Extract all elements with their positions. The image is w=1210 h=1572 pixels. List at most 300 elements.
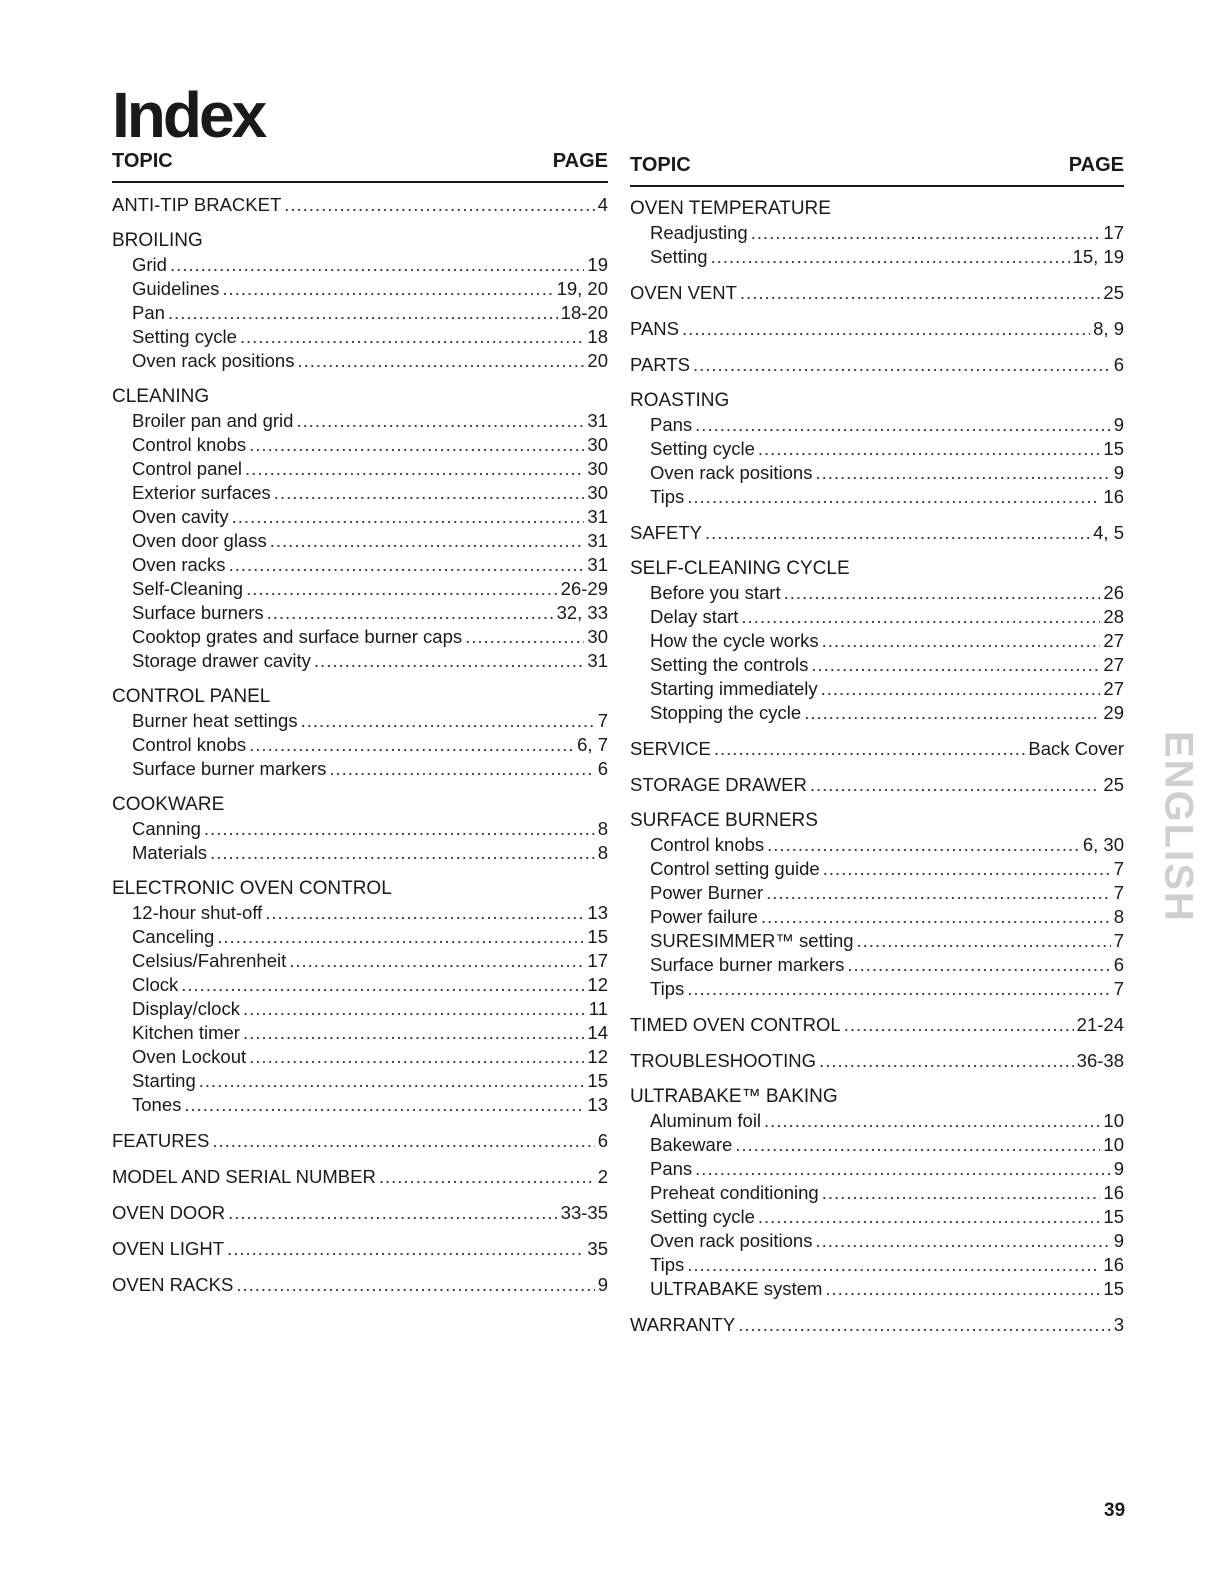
entry-page: 26-29 [560, 578, 608, 599]
index-subentry [112, 277, 608, 301]
leader-dots [751, 221, 1101, 245]
leader-dots [217, 925, 584, 949]
index-subentry [630, 1253, 1124, 1277]
leader-dots [243, 1021, 584, 1045]
leader-dots [810, 773, 1101, 797]
index-subentry [630, 221, 1124, 245]
section-heading: CLEANING [112, 386, 210, 407]
entry-page: 31 [587, 650, 608, 671]
entry-topic: STORAGE DRAWER [630, 774, 807, 795]
index-entry [630, 1049, 1124, 1073]
index-section [112, 193, 608, 217]
leader-dots [711, 245, 1070, 269]
index-section [630, 1313, 1124, 1337]
index-section [112, 229, 608, 373]
index-subentry [630, 245, 1124, 269]
entry-page: 31 [587, 530, 608, 551]
entry-page: 28 [1103, 606, 1124, 627]
index-subentry [630, 1277, 1124, 1301]
leader-dots [740, 281, 1101, 305]
leader-dots [168, 301, 558, 325]
index-subentry [112, 949, 608, 973]
entry-page: 15 [587, 1070, 608, 1091]
entry-topic: Clock [132, 974, 179, 995]
entry-topic: Oven Lockout [132, 1046, 247, 1067]
index-section [630, 1085, 1124, 1301]
entry-topic: Self-Cleaning [132, 578, 244, 599]
index-section [112, 385, 608, 673]
column-header [112, 150, 608, 183]
entry-topic: OVEN RACKS [112, 1274, 234, 1295]
entry-topic: Setting cycle [650, 1206, 755, 1227]
entry-page: 19, 20 [556, 278, 608, 299]
entry-topic: Canning [132, 818, 201, 839]
entry-page: 15 [1103, 1206, 1124, 1227]
section-heading: SELF-CLEANING CYCLE [630, 558, 850, 579]
index-entry [630, 353, 1124, 377]
index-entries-left [112, 193, 608, 1297]
entry-topic: FEATURES [112, 1130, 210, 1151]
entry-topic: Control setting guide [650, 858, 820, 879]
entry-topic: Surface burner markers [650, 954, 845, 975]
index-section [112, 1273, 608, 1297]
entry-topic: Surface burner markers [132, 758, 327, 779]
entry-topic: Stopping the cycle [650, 702, 802, 723]
entry-page: 30 [587, 626, 608, 647]
leader-dots [682, 317, 1090, 341]
entry-topic: Canceling [132, 926, 215, 947]
leader-dots [714, 737, 1025, 761]
index-subentry [112, 817, 608, 841]
entry-page: 36-38 [1076, 1050, 1124, 1071]
index-section [630, 1049, 1124, 1073]
index-section [630, 557, 1124, 725]
entry-topic: Celsius/Fahrenheit [132, 950, 287, 971]
entry-topic: Pans [650, 1158, 693, 1179]
section-heading: BROILING [112, 230, 203, 251]
leader-dots [236, 1273, 594, 1297]
index-entry [630, 773, 1124, 797]
index-entry [630, 1313, 1124, 1337]
leader-dots [687, 485, 1100, 509]
entry-page: 12 [587, 974, 608, 995]
leader-dots [379, 1165, 595, 1189]
index-entry [630, 317, 1124, 341]
entry-page: 18 [587, 326, 608, 347]
index-entry [112, 1129, 608, 1153]
leader-dots [245, 457, 584, 481]
entry-topic: Guidelines [132, 278, 220, 299]
leader-dots [784, 581, 1101, 605]
index-section [112, 877, 608, 1117]
leader-dots [705, 521, 1090, 545]
index-subentry [630, 461, 1124, 485]
side-tab-label: ENGLISH [1156, 731, 1201, 923]
entry-topic: TIMED OVEN CONTROL [630, 1014, 841, 1035]
index-subentry [630, 1157, 1124, 1181]
entry-page: 27 [1103, 654, 1124, 675]
index-entry [630, 1013, 1124, 1037]
entry-page: 14 [587, 1022, 608, 1043]
entry-topic: Power failure [650, 906, 758, 927]
index-subentry [112, 757, 608, 781]
leader-dots [804, 701, 1100, 725]
entry-topic: Burner heat settings [132, 710, 298, 731]
entry-page: 6 [1113, 954, 1124, 975]
entry-page: 2 [597, 1166, 608, 1187]
index-subentry [630, 1229, 1124, 1253]
entry-topic: OVEN DOOR [112, 1202, 226, 1223]
entry-page: 20 [587, 350, 608, 371]
index-subentry [112, 733, 608, 757]
entry-page: 10 [1103, 1134, 1124, 1155]
entry-page: 18-20 [560, 302, 608, 323]
entry-page: 8 [1113, 906, 1124, 927]
index-subentry [630, 1205, 1124, 1229]
index-subentry [112, 349, 608, 373]
index-entry [630, 521, 1124, 545]
leader-dots [265, 901, 584, 925]
entry-page: 7 [1113, 978, 1124, 999]
leader-dots [240, 325, 585, 349]
entry-topic: Control knobs [132, 734, 247, 755]
leader-dots [232, 505, 585, 529]
entry-topic: Setting the controls [650, 654, 809, 675]
entry-topic: Storage drawer cavity [132, 650, 311, 671]
index-entry [112, 1273, 608, 1297]
index-section [630, 317, 1124, 341]
entry-topic: Setting [650, 246, 708, 267]
entry-page: 6 [1113, 354, 1124, 375]
entry-topic: Starting [132, 1070, 196, 1091]
entry-topic: Power Burner [650, 882, 764, 903]
leader-dots [243, 997, 586, 1021]
entry-topic: Oven rack positions [650, 1230, 813, 1251]
entry-page: 9 [1113, 462, 1124, 483]
entry-topic: WARRANTY [630, 1314, 736, 1335]
entry-topic: Cooktop grates and surface burner caps [132, 626, 463, 647]
entry-page: 7 [1113, 930, 1124, 951]
index-subentry [112, 301, 608, 325]
index-subentry [112, 601, 608, 625]
index-subentry [630, 857, 1124, 881]
entry-topic: Oven rack positions [650, 462, 813, 483]
entry-topic: Readjusting [650, 222, 748, 243]
page-header: PAGE [552, 150, 608, 172]
section-heading: ELECTRONIC OVEN CONTROL [112, 878, 392, 899]
entry-page: 33-35 [560, 1202, 608, 1223]
leader-dots [314, 649, 585, 673]
index-subentry [112, 433, 608, 457]
leader-dots [229, 553, 585, 577]
entry-page: 7 [1113, 882, 1124, 903]
entry-topic: Delay start [650, 606, 739, 627]
index-column-left [112, 150, 608, 1309]
entry-topic: Tips [650, 978, 685, 999]
index-subentry [112, 973, 608, 997]
page-header: PAGE [1068, 154, 1124, 176]
entry-topic: Pans [650, 414, 693, 435]
index-subentry [630, 485, 1124, 509]
index-entry [112, 193, 608, 217]
leader-dots [815, 461, 1110, 485]
entry-topic: SERVICE [630, 738, 711, 759]
index-entry [112, 1165, 608, 1189]
index-subentry [630, 581, 1124, 605]
entry-page: 13 [587, 1094, 608, 1115]
entry-topic: MODEL AND SERIAL NUMBER [112, 1166, 376, 1187]
leader-dots [695, 413, 1111, 437]
entry-page: 4 [597, 194, 608, 215]
index-subentry [630, 929, 1124, 953]
leader-dots [847, 953, 1110, 977]
topic-header: TOPIC [112, 150, 173, 172]
index-subentry [630, 677, 1124, 701]
entry-page: 6, 30 [1082, 834, 1124, 855]
entry-page: 8 [597, 842, 608, 863]
leader-dots [301, 709, 595, 733]
leader-dots [284, 193, 594, 217]
section-heading: OVEN TEMPERATURE [630, 198, 831, 219]
entry-topic: SAFETY [630, 522, 702, 543]
entry-topic: Materials [132, 842, 208, 863]
entry-topic: Grid [132, 254, 167, 275]
entry-page: 9 [1113, 1230, 1124, 1251]
leader-dots [184, 1093, 584, 1117]
entry-topic: Tips [650, 1254, 685, 1275]
entry-topic: Bakeware [650, 1134, 733, 1155]
index-section [112, 1165, 608, 1189]
section-heading: SURFACE BURNERS [630, 810, 818, 831]
leader-dots [270, 529, 585, 553]
leader-dots [819, 1049, 1074, 1073]
entry-page: 9 [1113, 414, 1124, 435]
index-section [630, 1013, 1124, 1037]
index-section [112, 793, 608, 865]
leader-dots [857, 929, 1111, 953]
index-subentry [630, 905, 1124, 929]
index-entry [112, 1237, 608, 1261]
index-subentry [630, 833, 1124, 857]
leader-dots [212, 1129, 594, 1153]
index-section [112, 1129, 608, 1153]
entry-topic: PARTS [630, 354, 690, 375]
entry-page: 4, 5 [1093, 522, 1124, 543]
index-subentry [112, 1021, 608, 1045]
leader-dots [761, 905, 1111, 929]
entry-topic: Control knobs [650, 834, 765, 855]
entry-page: 6 [597, 1130, 608, 1151]
index-subentry [112, 841, 608, 865]
index-subentry [112, 409, 608, 433]
entry-topic: SURESIMMER™ setting [650, 930, 854, 951]
entry-topic: Before you start [650, 582, 781, 603]
entry-topic: OVEN LIGHT [112, 1238, 225, 1259]
leader-dots [825, 1277, 1100, 1301]
index-subentry [630, 881, 1124, 905]
leader-dots [199, 1069, 585, 1093]
entry-page: 26 [1103, 582, 1124, 603]
leader-dots [815, 1229, 1110, 1253]
leader-dots [821, 677, 1101, 701]
index-subentry [112, 709, 608, 733]
leader-dots [296, 409, 584, 433]
entry-page: 15, 19 [1072, 246, 1124, 267]
entry-page: 30 [587, 482, 608, 503]
entry-page: 30 [587, 434, 608, 455]
index-subentry [630, 653, 1124, 677]
entry-topic: Setting cycle [132, 326, 237, 347]
entry-topic: Setting cycle [650, 438, 755, 459]
index-subentry [112, 997, 608, 1021]
entry-page: 13 [587, 902, 608, 923]
entry-page: 16 [1103, 1182, 1124, 1203]
entry-topic: Control knobs [132, 434, 247, 455]
entry-page: 9 [597, 1274, 608, 1295]
index-section [630, 773, 1124, 797]
entry-topic: Oven cavity [132, 506, 229, 527]
entry-topic: Oven door glass [132, 530, 267, 551]
index-entry [630, 737, 1124, 761]
index-subentry [112, 481, 608, 505]
leader-dots [822, 1181, 1101, 1205]
leader-dots [297, 349, 584, 373]
section-heading: ULTRABAKE™ BAKING [630, 1086, 838, 1107]
leader-dots [766, 881, 1111, 905]
index-subentry [112, 1069, 608, 1093]
section-heading: COOKWARE [112, 794, 225, 815]
entry-page: 8 [597, 818, 608, 839]
entry-topic: Preheat conditioning [650, 1182, 819, 1203]
leader-dots [210, 841, 595, 865]
entry-page: 31 [587, 410, 608, 431]
entry-topic: Starting immediately [650, 678, 818, 699]
index-entry [112, 1201, 608, 1225]
leader-dots [249, 1045, 584, 1069]
leader-dots [465, 625, 584, 649]
leader-dots [227, 1237, 584, 1261]
entry-page: 25 [1103, 282, 1124, 303]
leader-dots [693, 353, 1111, 377]
index-section [630, 353, 1124, 377]
entry-page: 31 [587, 554, 608, 575]
entry-page: 30 [587, 458, 608, 479]
entry-page: 35 [587, 1238, 608, 1259]
entry-page: 16 [1103, 486, 1124, 507]
index-subentry [112, 901, 608, 925]
entry-topic: Tips [650, 486, 685, 507]
leader-dots [695, 1157, 1111, 1181]
entry-topic: TROUBLESHOOTING [630, 1050, 817, 1071]
index-subentry [112, 325, 608, 349]
entry-page: 11 [588, 998, 608, 1019]
index-subentry [630, 1181, 1124, 1205]
column-header [630, 150, 1124, 187]
entry-page: 27 [1103, 630, 1124, 651]
entry-topic: Pan [132, 302, 165, 323]
page-title: Index [112, 79, 265, 151]
entry-topic: OVEN VENT [630, 282, 737, 303]
entry-page: 12 [587, 1046, 608, 1067]
entry-page: 15 [1103, 1278, 1124, 1299]
entry-topic: How the cycle works [650, 630, 819, 651]
index-subentry [630, 953, 1124, 977]
index-subentry [630, 1109, 1124, 1133]
entry-topic: Display/clock [132, 998, 240, 1019]
entry-topic: 12-hour shut-off [132, 902, 263, 923]
leader-dots [228, 1201, 558, 1225]
entry-page: 6, 7 [577, 734, 608, 755]
leader-dots [249, 433, 584, 457]
index-section [630, 389, 1124, 509]
leader-dots [329, 757, 594, 781]
leader-dots [222, 277, 553, 301]
index-subentry [630, 629, 1124, 653]
index-section [112, 1201, 608, 1225]
entry-page: Back Cover [1028, 738, 1124, 759]
section-heading: CONTROL PANEL [112, 686, 271, 707]
index-entry [630, 281, 1124, 305]
entry-page: 29 [1103, 702, 1124, 723]
index-entries-right [630, 197, 1124, 1337]
index-subentry [112, 625, 608, 649]
index-section [112, 1237, 608, 1261]
index-subentry [630, 701, 1124, 725]
index-subentry [112, 1045, 608, 1069]
leader-dots [811, 653, 1100, 677]
topic-header: TOPIC [630, 154, 691, 176]
entry-page: 9 [1113, 1158, 1124, 1179]
leader-dots [274, 481, 585, 505]
index-subentry [630, 1133, 1124, 1157]
index-subentry [112, 505, 608, 529]
entry-page: 21-24 [1076, 1014, 1124, 1035]
index-subentry [112, 577, 608, 601]
entry-page: 15 [587, 926, 608, 947]
leader-dots [687, 1253, 1100, 1277]
entry-topic: PANS [630, 318, 680, 339]
page-number: 39 [1104, 1500, 1126, 1521]
index-column-right [630, 150, 1124, 1349]
index-subentry [112, 553, 608, 577]
entry-topic: Control panel [132, 458, 243, 479]
entry-topic: Tones [132, 1094, 182, 1115]
index-section [630, 737, 1124, 761]
entry-page: 25 [1103, 774, 1124, 795]
entry-page: 32, 33 [556, 602, 608, 623]
leader-dots [267, 601, 554, 625]
leader-dots [844, 1013, 1074, 1037]
entry-topic: Surface burners [132, 602, 264, 623]
leader-dots [687, 977, 1110, 1001]
index-subentry [112, 457, 608, 481]
leader-dots [246, 577, 558, 601]
index-subentry [630, 437, 1124, 461]
entry-topic: Kitchen timer [132, 1022, 240, 1043]
leader-dots [289, 949, 584, 973]
entry-topic: ULTRABAKE system [650, 1278, 823, 1299]
language-side-tab [1156, 712, 1201, 942]
leader-dots [181, 973, 584, 997]
leader-dots [741, 605, 1100, 629]
entry-page: 17 [1103, 222, 1124, 243]
entry-topic: Aluminum foil [650, 1110, 762, 1131]
entry-page: 3 [1113, 1314, 1124, 1335]
index-subentry [630, 977, 1124, 1001]
index-subentry [112, 1093, 608, 1117]
entry-page: 7 [597, 710, 608, 731]
index-subentry [630, 605, 1124, 629]
